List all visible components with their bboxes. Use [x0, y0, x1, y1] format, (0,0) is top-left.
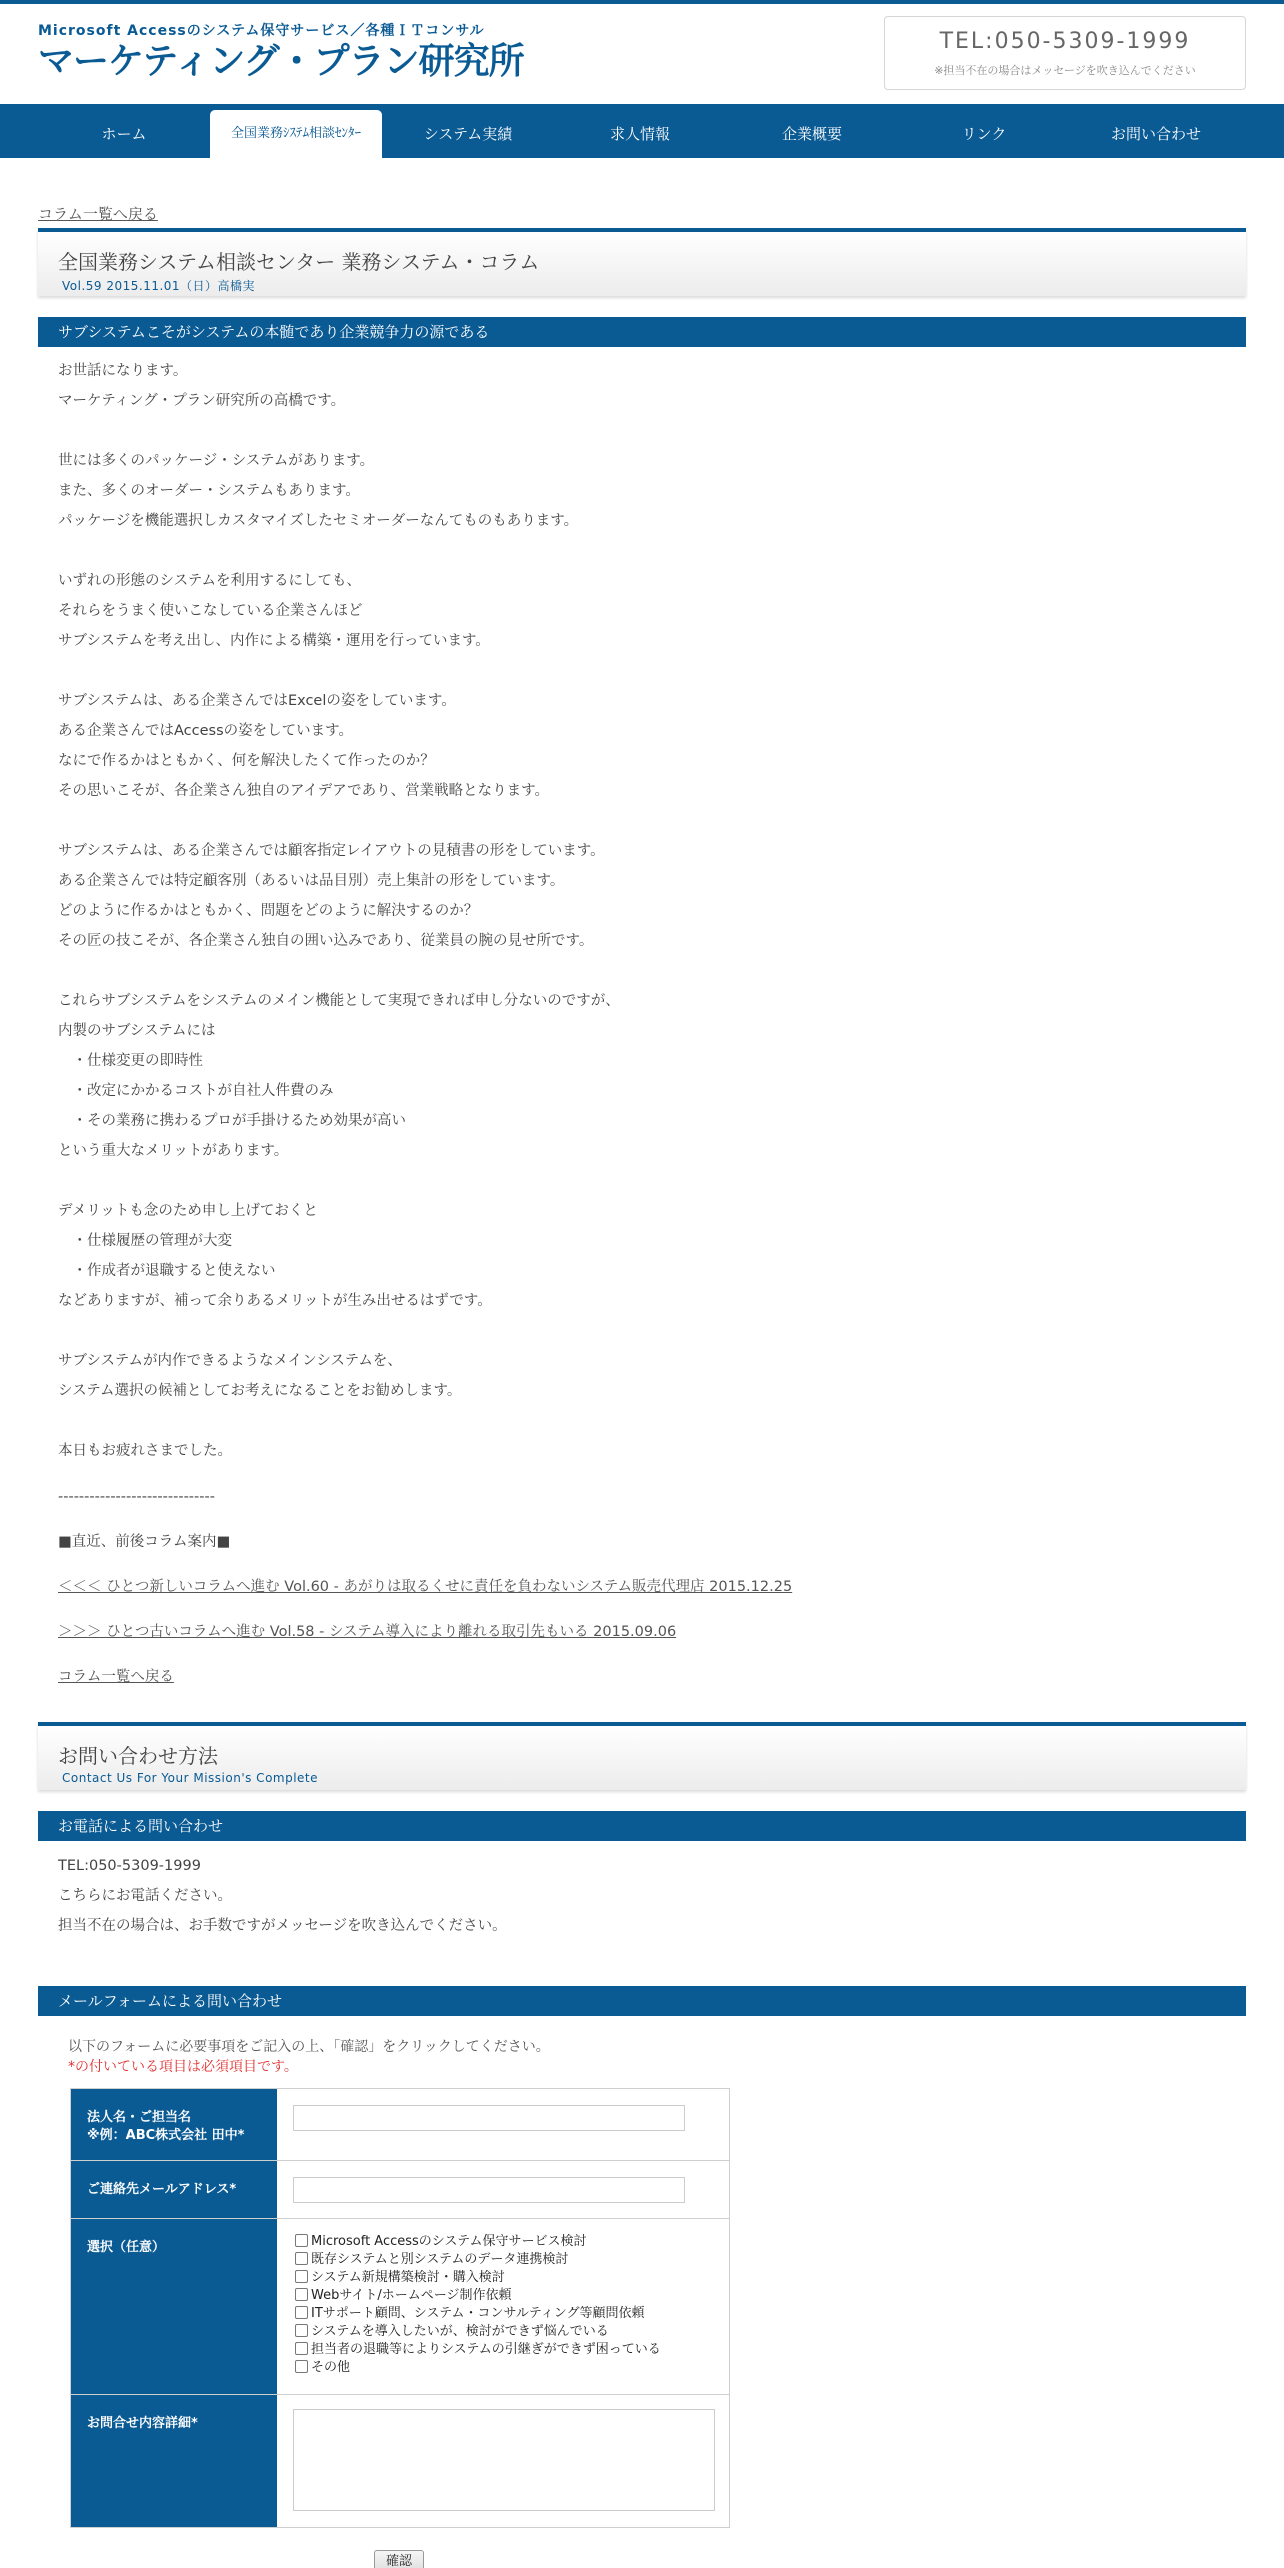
checkbox-box[interactable]	[295, 2324, 308, 2337]
checkbox-box[interactable]	[295, 2252, 308, 2265]
column-body-line	[58, 536, 620, 566]
column-body-line: その思いこそが、各企業さん独自のアイデアであり、営業戦略となります。	[58, 783, 549, 799]
separator-line: ------------------------------	[58, 1489, 215, 1505]
detail-textarea[interactable]	[293, 2409, 715, 2511]
column-body-line	[58, 1166, 620, 1196]
column-body-line: システム選択の候補としてお考えになることをお勧めします。	[58, 1383, 462, 1399]
contact-subtitle: Contact Us For Your Mission's Complete	[62, 1771, 319, 1785]
column-body-line: ある企業さんでは特定顧客別（あるいは品目別）売上集計の形をしています。	[58, 873, 565, 889]
option-label: ITサポート顧問、システム・コンサルティング等顧問依頼	[311, 2306, 645, 2321]
option-checkbox[interactable]	[295, 2341, 661, 2359]
column-title: 全国業務システム相談センター 業務システム・コラム	[58, 250, 540, 274]
header-tel: TEL:050-5309-1999	[939, 29, 1191, 54]
column-body-line: いずれの形態のシステムを利用するにしても、	[58, 573, 362, 589]
checkbox-box[interactable]	[295, 2288, 308, 2301]
nav-contact[interactable]: お問い合わせ	[1110, 125, 1201, 143]
back-to-column-list-link-bottom[interactable]: コラム一覧へ戻る	[58, 1669, 174, 1685]
nav-system-results[interactable]: システム実績	[423, 125, 513, 143]
column-body-line: その匠の技こそが、各企業さん独自の囲い込みであり、従業員の腕の見せ所です。	[58, 933, 594, 949]
older-link-wrap	[58, 1617, 676, 1647]
email-input[interactable]	[293, 2177, 685, 2203]
column-body-line: サブシステムは、ある企業さんではExcelの姿をしています。	[58, 693, 456, 709]
column-body-line: マーケティング・プラン研究所の高橋です。	[58, 393, 346, 409]
newer-link-wrap	[58, 1572, 792, 1602]
name-label	[71, 2089, 277, 2160]
header-contact-box	[884, 16, 1246, 90]
option-label: 既存システムと別システムのデータ連携検討	[311, 2252, 569, 2267]
back-link-bottom-wrap	[58, 1662, 174, 1692]
checkbox-box[interactable]	[295, 2306, 308, 2319]
checkbox-box[interactable]	[295, 2270, 308, 2283]
phone-contact-heading: お電話による問い合わせ	[38, 1811, 1246, 1841]
column-body-line	[58, 956, 620, 986]
form-intro	[68, 2036, 550, 2076]
column-body-line: 内製のサブシステムには	[58, 1023, 216, 1039]
column-body-line: 世には多くのパッケージ・システムがあります。	[58, 453, 375, 469]
column-body-line: などありますが、補って余りあるメリットが生み出せるはずです。	[58, 1293, 492, 1309]
select-cell	[277, 2219, 729, 2394]
column-body-line: ・仕様変更の即時性	[58, 1053, 203, 1069]
checkbox-box[interactable]	[295, 2234, 308, 2247]
form-row-select	[71, 2219, 729, 2395]
form-row-detail	[71, 2395, 729, 2527]
select-label: 選択（任意）	[71, 2219, 277, 2394]
option-checkbox[interactable]	[295, 2287, 512, 2305]
option-label: 担当者の退職等によりシステムの引継ぎができず困っている	[311, 2342, 661, 2357]
column-body-line	[58, 1316, 620, 1346]
column-meta: Vol.59 2015.11.01（日）高橋実	[62, 279, 256, 293]
column-body-line: なにで作るかはともかく、何を解決したくて作ったのか？	[58, 753, 435, 769]
column-body-line: ・作成者が退職すると使えない	[58, 1263, 276, 1279]
detail-label: お問合せ内容詳細*	[71, 2395, 277, 2527]
column-body-line: ・改定にかかるコストが自社人件費のみ	[58, 1083, 334, 1099]
nav-home[interactable]: ホーム	[101, 125, 147, 143]
name-cell	[277, 2089, 729, 2160]
option-checkbox[interactable]	[295, 2323, 609, 2341]
nav-consult-center[interactable]: 全国業務ｼｽﾃﾑ相談ｾﾝﾀｰ	[210, 110, 382, 158]
phone-line-call: こちらにお電話ください。	[58, 1888, 232, 1904]
option-label: システム新規構築検討・購入検討	[311, 2270, 505, 2285]
newer-column-link[interactable]: ＜＜＜ ひとつ新しいコラムへ進む Vol.60 - あがりは取るくせに責任を負わないシステム販売代理店 2015.12.25	[58, 1579, 793, 1595]
column-title-box	[38, 228, 1246, 296]
email-cell	[277, 2161, 729, 2218]
name-example-text: ※例：ABC株式会社 田中*	[87, 2128, 245, 2143]
column-body-line: サブシステムを考え出し、内作による構築・運用を行っています。	[58, 633, 490, 649]
nearby-columns-heading: ■直近、前後コラム案内■	[58, 1534, 231, 1550]
column-body-line: それらをうまく使いこなしている企業さんほど	[58, 603, 363, 619]
column-body-line: ・仕様履歴の管理が大変	[58, 1233, 232, 1249]
column-body-line: ある企業さんではAccessの姿をしています。	[58, 723, 353, 739]
nav-links[interactable]: リンク	[961, 125, 1007, 143]
back-to-column-list-link[interactable]: コラム一覧へ戻る	[38, 205, 158, 223]
form-required-note: *の付いている項目は必須項目です。	[68, 2059, 298, 2075]
main-nav	[0, 104, 1284, 158]
site-logo[interactable]	[38, 20, 524, 82]
column-body-line: サブシステムが内作できるようなメインシステムを、	[58, 1353, 402, 1369]
name-input[interactable]	[293, 2105, 685, 2131]
column-body-line: パッケージを機能選択しカスタマイズしたセミオーダーなんてものもあります。	[58, 513, 579, 529]
checkbox-box[interactable]	[295, 2360, 308, 2373]
column-body-line: デメリットも念のため申し上げておくと	[58, 1203, 318, 1219]
option-checkbox[interactable]	[295, 2359, 350, 2377]
column-body-line: また、多くのオーダー・システムもあります。	[58, 483, 360, 499]
phone-contact-body	[58, 1851, 507, 1941]
older-column-link[interactable]: ＞＞＞ ひとつ古いコラムへ進む Vol.58 - システム導入により離れる取引先もいる 2015.09.06	[58, 1624, 677, 1640]
column-body-line: サブシステムは、ある企業さんでは顧客指定レイアウトの見積書の形をしています。	[58, 843, 605, 859]
mail-contact-heading: メールフォームによる問い合わせ	[38, 1986, 1246, 2016]
column-body-line: 本日もお疲れさまでした。	[58, 1443, 232, 1459]
nav-company[interactable]: 企業概要	[781, 125, 842, 143]
column-body-line	[58, 656, 620, 686]
option-label: システムを導入したいが、検討ができず悩んでいる	[311, 2324, 609, 2339]
phone-line-message: 担当不在の場合は、お手数ですがメッセージを吹き込んでください。	[58, 1918, 507, 1934]
option-checkbox[interactable]	[295, 2269, 505, 2287]
contact-form	[70, 2088, 730, 2528]
phone-line-tel: TEL:050-5309-1999	[58, 1858, 201, 1874]
contact-title: お問い合わせ方法	[58, 1744, 218, 1768]
top-accent-bar	[0, 0, 1284, 4]
form-row-email	[71, 2161, 729, 2219]
column-body-line	[58, 806, 620, 836]
column-body-line	[58, 1406, 620, 1436]
column-body-line: お世話になります。	[58, 363, 188, 379]
column-body-line: ・その業務に携わるプロが手掛けるため効果が高い	[58, 1113, 406, 1129]
option-label: Webサイト/ホームページ制作依頼	[311, 2288, 512, 2303]
option-checkbox[interactable]	[295, 2251, 568, 2269]
column-body-line: これらサブシステムをシステムのメイン機能として実現できれば申し分ないのですが、	[58, 993, 620, 1009]
nav-recruit[interactable]: 求人情報	[609, 125, 670, 143]
column-footer	[58, 1482, 215, 1512]
option-checkbox[interactable]	[295, 2305, 645, 2323]
header-tel-note: ※担当不在の場合はメッセージを吹き込んでください	[934, 64, 1196, 77]
confirm-button[interactable]: 確認	[374, 2550, 424, 2568]
column-body-line: どのように作るかはともかく、問題をどのように解決するのか？	[58, 903, 479, 919]
logo-tagline: Microsoft Accessのシステム保守サービス／各種ＩＴコンサル	[38, 23, 485, 39]
nearby-heading-wrap	[58, 1527, 230, 1557]
detail-cell	[277, 2395, 729, 2527]
column-body-line: という重大なメリットがあります。	[58, 1143, 289, 1159]
form-row-name	[71, 2089, 729, 2161]
option-label: その他	[311, 2360, 351, 2375]
column-heading: サブシステムこそがシステムの本髄であり企業競争力の源である	[38, 317, 1246, 347]
form-intro-text: 以下のフォームに必要事項をご記入の上、「確認」をクリックしてください。	[68, 2039, 550, 2055]
option-checkbox[interactable]	[295, 2233, 587, 2251]
logo-title: マーケティング・プラン研究所	[38, 41, 524, 82]
option-label: Microsoft Accessのシステム保守サービス検討	[311, 2234, 587, 2249]
column-body	[58, 356, 620, 1466]
checkbox-box[interactable]	[295, 2342, 308, 2355]
email-label: ご連絡先メールアドレス*	[71, 2161, 277, 2218]
column-body-line	[58, 416, 620, 446]
contact-title-box	[38, 1722, 1246, 1790]
name-label-text: 法人名・ご担当名	[87, 2110, 192, 2125]
